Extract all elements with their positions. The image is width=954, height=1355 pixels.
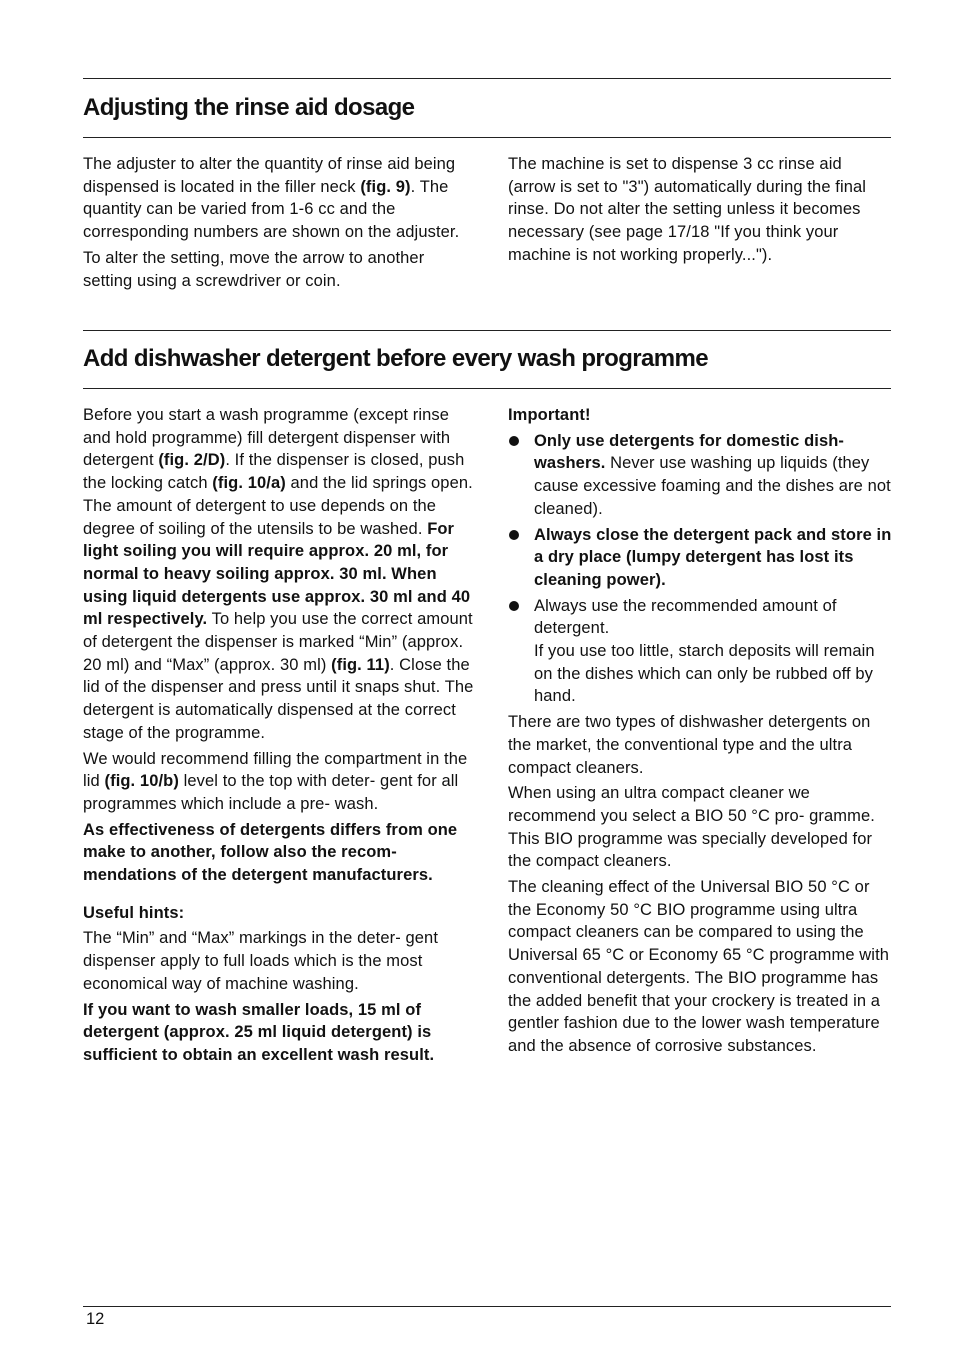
list-item: Always close the detergent pack and store in a dry place (lumpy detergent has lost its cleaning power). (508, 524, 893, 592)
heading-detergent: Add dishwasher detergent before every wash programme (83, 345, 708, 372)
bullet-icon (509, 601, 519, 611)
heading-rinse-aid: Adjusting the rinse aid dosage (83, 94, 415, 121)
fig-reference: (fig. 10/a) (212, 474, 286, 493)
detergent-paragraph-3: As effectiveness of detergents differs from one make to another, follow also the recom- mendations of the detergent manufacturers. (83, 820, 458, 885)
rinse-aid-right-column (508, 153, 893, 270)
top-rule (83, 78, 891, 79)
page-number: 12 (86, 1310, 105, 1328)
detergent-paragraph-1: Before you start a wash programme (except rinse and hold programme) fill detergent dispenser with detergent (fig. 2/D). If the dispenser is closed, push the locking catch (fig. 10/a) and the lid springs open. The amount of detergent to use depends on the degree of soiling of the utensils to be washed. For light soiling you will require approx. 20 ml, for normal to heavy soiling approx. 30 ml. When using liquid detergents use approx. 30 ml and 40 ml respectively. To help you use the correct amount of detergent the dispenser is marked “Min” (approx. 20 ml) and “Max” (approx. 30 ml) (fig. 11). Close the lid of the dispenser and press until it snaps shut. The detergent is automatically dispensed at the correct stage of the programme. (83, 406, 474, 742)
detergent-types-paragraph: There are two types of dishwasher detergents on the market, the conventional type and the ultra compact cleaners. (508, 713, 871, 777)
fig-reference: (fig. 9) (360, 177, 411, 196)
dosage-note: For light soiling you will require approx. 20 ml, for normal to heavy soiling approx. 30 ml. When using liquid detergents use approx. 30 ml and 40 ml respectively. (83, 519, 471, 629)
cleaning-effect-paragraph: The cleaning effect of the Universal BIO 50 °C or the Economy 50 °C BIO programme using ultra compact cleaners can be compared to using the Universal 65 °C or Economy 65 °C programme with conventional detergents. The BIO programme has the added benefit that your crockery is treated in a gentler fashion due to the lower wash temperature and the absence of corrosive substances. (508, 878, 890, 1055)
important-list (508, 430, 893, 708)
rinse-aid-paragraph-1: The adjuster to alter the quantity of rinse aid being dispensed is located in the filler neck (fig. 9). The quantity can be varied from 1-6 cc and the corresponding numbers are shown on the adjuster. (83, 155, 460, 242)
useful-hints-heading: Useful hints: (83, 903, 185, 922)
bullet-icon (509, 530, 519, 540)
fig-reference: (fig. 2/D) (158, 451, 226, 470)
detergent-right-column (508, 404, 893, 1061)
detergent-paragraph-2: We would recommend filling the compartment in the lid (fig. 10/b) level to the top with deter- gent for all programmes which include a pre- wash. (83, 749, 468, 813)
bullet-icon (509, 436, 519, 446)
important-label: Important! (508, 406, 591, 424)
detergent-left-column (83, 404, 475, 1070)
heading-rule-detergent (83, 388, 891, 389)
hints-paragraph-2: If you want to wash smaller loads, 15 ml of detergent (approx. 25 ml liquid detergent) is sufficient to obtain an excellent wash result. (83, 1000, 435, 1064)
hints-paragraph-1: The “Min” and “Max” markings in the deter- gent dispenser apply to full loads which is the most economical way of machine washing. (83, 929, 439, 993)
list-item: Only use detergents for domestic dish- washers. Never use washing up liquids (they cause excessive foaming and the dishes are not cleaned). (508, 430, 893, 521)
rinse-aid-paragraph-3: The machine is set to dispense 3 cc rinse aid (arrow is set to "3") automatically during the final rinse. Do not alter the setting unless it becomes necessary (see page 17/18 "If you think your machine is not working properly..."). (508, 155, 867, 264)
ultra-compact-paragraph: When using an ultra compact cleaner we recommend you select a BIO 50 °C pro- gramme. This BIO programme was specially developed for the compact cleaners. (508, 784, 875, 871)
rinse-aid-paragraph-2: To alter the setting, move the arrow to another setting using a screwdriver or coin. (83, 248, 425, 290)
list-item: Always use the recommended amount of detergent. If you use too little, starch deposits will remain on the dishes which can only be rubbed off by hand. (508, 595, 893, 709)
fig-reference: (fig. 10/b) (104, 772, 179, 791)
section-rule (83, 330, 891, 331)
heading-rule-rinse-aid (83, 137, 891, 138)
footer-rule (83, 1306, 891, 1307)
rinse-aid-left-column (83, 153, 475, 295)
fig-reference: (fig. 11) (331, 655, 390, 674)
